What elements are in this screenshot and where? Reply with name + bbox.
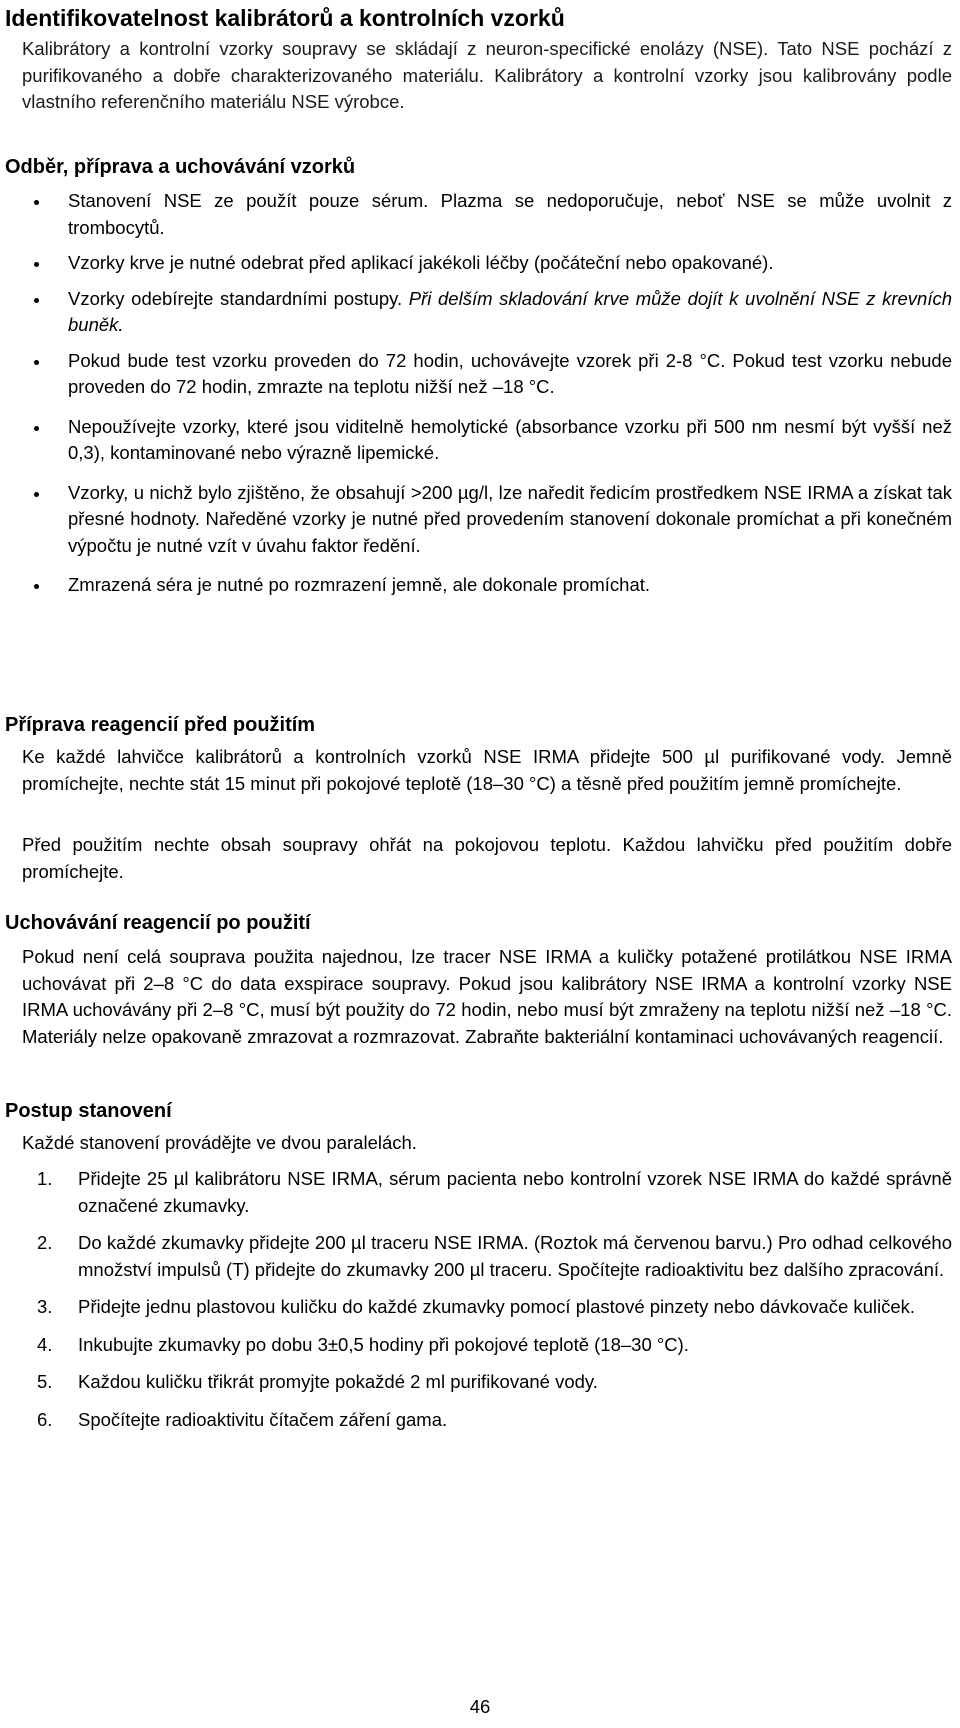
list-item bbox=[0, 1369, 952, 1396]
step-number: 4. bbox=[37, 1333, 53, 1355]
list-item-text: Vzorky, u nichž bylo zjištěno, že obsahují >200 µg/l, lze naředit ředicím prostředkem NSE IRMA a získat tak přesné hodnoty. Naředěné vzorky je nutné před provedením stanovení dokonale promíchat a při konečném výpočtu je nutné vzít v úvahu faktor ředění. bbox=[68, 481, 952, 556]
step-text: Každou kuličku třikrát promyjte pokaždé 2 ml purifikované vody. bbox=[78, 1371, 598, 1392]
list-item-text: Stanovení NSE ze použít pouze sérum. Plazma se nedoporučuje, neboť NSE se může uvolnit z trombocytů. bbox=[68, 190, 952, 238]
list-item bbox=[0, 1166, 952, 1219]
paragraph-preparation-2: Před použitím nechte obsah soupravy ohřát na pokojovou teplotu. Každou lahvičku před použitím dobře promíchejte. bbox=[22, 834, 952, 882]
list-item bbox=[0, 1230, 952, 1283]
list-item-text: Zmrazená séra je nutné po rozmrazení jemně, ale dokonale promíchat. bbox=[68, 574, 651, 595]
step-text: Inkubujte zkumavky po dobu 3±0,5 hodiny při pokojové teplotě (18–30 °C). bbox=[78, 1333, 689, 1355]
heading-identification: Identifikovatelnost kalibrátorů a kontrolních vzorků bbox=[5, 5, 565, 31]
step-text: Přidejte jednu plastovou kuličku do každé zkumavky pomocí plastové pinzety nebo dávkovače kuliček. bbox=[78, 1296, 916, 1317]
paragraph-storage: Pokud není celá souprava použita najednou, lze tracer NSE IRMA a kuličky potažené protilátkou NSE IRMA uchovávat při 2–8 °C do data exspirace soupravy. Pokud jsou kalibrátory NSE IRMA a kontrolní vzorky NSE IRMA uchovávány při 2–8 °C, musí být použity do 72 hodin, nebo musí být zmraženy na teplotu nižší než –18 °C. Materiály nelze opakovaně zmrazovat a rozmrazovat. Zabraňte bakteriální kontaminaci uchovávaných reagencií. bbox=[22, 946, 952, 1047]
heading-reagent-storage: Uchovávání reagencií po použití bbox=[5, 912, 311, 934]
list-item bbox=[0, 572, 952, 599]
list-item bbox=[0, 1332, 952, 1359]
bullet-icon bbox=[34, 492, 39, 497]
step-text: Do každé zkumavky přidejte 200 µl traceru NSE IRMA. (Roztok má červenou barvu.) Pro odhad celkového množství impulsů (T) přidejte do zkumavky 200 µl traceru. Spočítejte radioaktivitu bez dalšího zpracování. bbox=[78, 1232, 952, 1280]
heading-sampling: Odběr, příprava a uchovávání vzorků bbox=[5, 156, 356, 178]
step-text: Přidejte 25 µl kalibrátoru NSE IRMA, sérum pacienta nebo kontrolní vzorek NSE IRMA do každé správně označené zkumavky. bbox=[78, 1168, 952, 1216]
list-item-text: Nepoužívejte vzorky, které jsou viditelně hemolytické (absorbance vzorku při 500 nm nesmí být vyšší než 0,3), kontaminované nebo výrazně lipemické. bbox=[68, 415, 952, 463]
page-number: 46 bbox=[469, 1696, 491, 1717]
step-number: 6. bbox=[37, 1408, 53, 1430]
list-item-italic-text: Při delším skladování krve může dojít k uvolnění NSE z krevních buněk. bbox=[68, 287, 953, 335]
step-number: 5. bbox=[37, 1371, 53, 1392]
list-item bbox=[0, 250, 952, 277]
list-item bbox=[0, 1294, 952, 1321]
paragraph-procedure-intro: Každé stanovení provádějte ve dvou paralelách. bbox=[22, 1132, 417, 1153]
step-number: 1. bbox=[37, 1168, 53, 1189]
heading-reagent-preparation: Příprava reagencií před použitím bbox=[5, 714, 316, 736]
step-number: 3. bbox=[37, 1296, 53, 1317]
sampling-bullet-list bbox=[0, 188, 960, 599]
list-item-text: Vzorky odebírejte standardními postupy. bbox=[68, 287, 403, 309]
heading-procedure: Postup stanovení bbox=[5, 1100, 172, 1122]
paragraph-identification: Kalibrátory a kontrolní vzorky soupravy se skládají z neuron-specifické enolázy (NSE). Tato NSE pochází z purifikovaného a dobře charakterizovaného materiálu. Kalibrátory a kontrolní vzorky jsou kalibrovány podle vlastního referenčního materiálu NSE výrobce. bbox=[22, 38, 952, 112]
list-item bbox=[0, 348, 952, 401]
bullet-icon bbox=[34, 426, 39, 431]
paragraph-preparation-1: Ke každé lahvičce kalibrátorů a kontrolních vzorků NSE IRMA přidejte 500 µl purifikované vody. Jemně promíchejte, nechte stát 15 minut při pokojové teplotě (18–30 °C) a těsně před použitím jemně promíchejte. bbox=[22, 746, 952, 794]
bullet-icon bbox=[34, 298, 39, 303]
step-text: Spočítejte radioaktivitu čítačem záření gama. bbox=[78, 1408, 448, 1430]
procedure-steps-list bbox=[0, 1166, 960, 1433]
list-item bbox=[0, 414, 952, 467]
bullet-icon bbox=[34, 200, 39, 205]
list-item bbox=[0, 480, 952, 560]
list-item-text: Pokud bude test vzorku proveden do 72 hodin, uchovávejte vzorek při 2-8 °C. Pokud test vzorku nebude proveden do 72 hodin, zmrazte na teplotu nižší než –18 °C. bbox=[68, 349, 952, 397]
bullet-icon bbox=[34, 360, 39, 365]
list-item bbox=[0, 286, 952, 339]
bullet-icon bbox=[34, 584, 39, 589]
step-number: 2. bbox=[37, 1232, 53, 1253]
list-item-text: Vzorky krve je nutné odebrat před aplikací jakékoli léčby (počáteční nebo opakované). bbox=[68, 252, 774, 273]
bullet-icon bbox=[34, 262, 39, 267]
list-item bbox=[0, 188, 952, 241]
list-item bbox=[0, 1407, 952, 1434]
